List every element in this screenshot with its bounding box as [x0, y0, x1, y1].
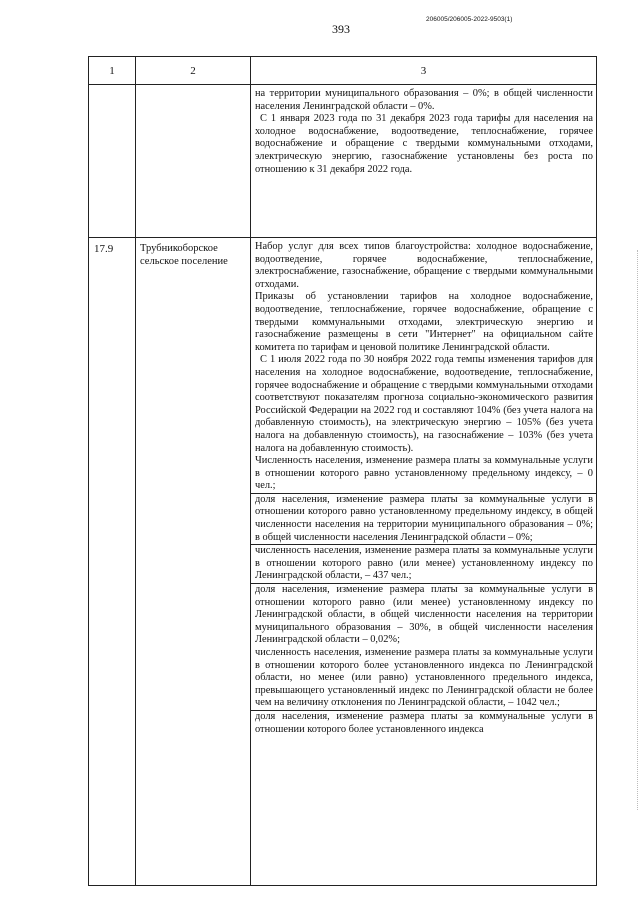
settlement-name-cell — [136, 85, 251, 238]
paragraph: С 1 января 2023 года по 31 декабря 2023 года тарифы для населения на холодное водоснабжение, водоотведение, теплоснабжение, горячее водоснабжение и обращение с твердыми коммунальными отходами, электрическую энергию, газоснабжение установлены без роста по отношению к 31 декабря 2022 года. — [255, 113, 593, 175]
paragraph: Приказы об установлении тарифов на холодное водоснабжение, водоотведение, теплоснабжение, горячее водоснабжение, обращение с твердыми коммунальными отходами, электрическую энергию и газоснабжение размещены в сети "Интернет" на официальном сайте комитета по тарифам и ценовой политике Ленинградской области. — [255, 291, 593, 353]
row-number-cell: 17.9 — [89, 238, 136, 886]
paragraph: Набор услуг для всех типов благоустройства: холодное водоснабжение, водоотведение, горячее водоснабжение, теплоснабжение, электроснабжение, газоснабжение, обращение с твердыми коммунальными отходами. — [255, 241, 593, 290]
paragraph: численность населения, изменение размера платы за коммунальные услуги в отношении которого равно (или менее) установленному индексу по Ленинградской области, – 437 чел.; — [251, 544, 596, 583]
paragraph: С 1 июля 2022 года по 30 ноября 2022 года темпы изменения тарифов для населения на холодное водоснабжение, водоотведение, теплоснабжение, горячее водоснабжение и обращение с твердыми коммунальными отходами соответствуют показателям прогноза социально-экономического развития Российской Федерации на 2022 год и составляют 104% (без учета налога на добавленную стоимость), на электрическую энергию – 105% (без учета налога на добавленную стоимость), на газоснабжение – 103% (без учета налога на добавленную стоимость). — [255, 354, 593, 454]
document-code: 206005/206005-2022-9503(1) — [426, 16, 513, 23]
table-row-17-9 — [89, 238, 597, 886]
description-cell — [251, 85, 597, 238]
paragraph: на территории муниципального образования – 0%; в общей численности населения Ленинградской области – 0%. — [255, 88, 593, 112]
paragraph: численность населения, изменение размера платы за коммунальные услуги в отношении которого более установленного индекса по Ленинградской области, но менее (или равно) установленного предельного индекса, превышающего установленный индекс по Ленинградской области не более чем на величину отклонения по Ленинградской области, – 1042 чел.; — [255, 647, 593, 709]
paragraph: доля населения, изменение размера платы за коммунальные услуги в отношении которого более установленного индекса — [251, 710, 596, 736]
table-header-row — [89, 57, 597, 85]
paragraph: Численность населения, изменение размера платы за коммунальные услуги в отношении которого равно установленному предельному индексу, – 0 чел.; — [255, 455, 593, 492]
column-header-2: 2 — [136, 57, 251, 85]
paragraph: доля населения, изменение размера платы за коммунальные услуги в отношении которого равно (или менее) установленному индексу по Ленинградской области, в общей численности населения на территории муниципального образования – 30%, в общей численности населения Ленинградской области – 0,02%; — [251, 583, 596, 647]
table-row-continued — [89, 85, 597, 238]
scan-edge-artifact — [636, 250, 638, 810]
column-header-3: 3 — [251, 57, 597, 85]
page-number: 393 — [332, 22, 350, 36]
description-cell — [251, 238, 597, 886]
row-number-cell — [89, 85, 136, 238]
column-header-1: 1 — [89, 57, 136, 85]
paragraph: доля населения, изменение размера платы за коммунальные услуги в отношении которого равно установленному предельному индексу, в общей численности населения на территории муниципального образования – 0%; в общей численности населения Ленинградской области – 0%; — [251, 493, 596, 544]
tariff-table — [88, 56, 597, 886]
settlement-name-cell: Трубникоборское сельское поселение — [136, 238, 251, 886]
